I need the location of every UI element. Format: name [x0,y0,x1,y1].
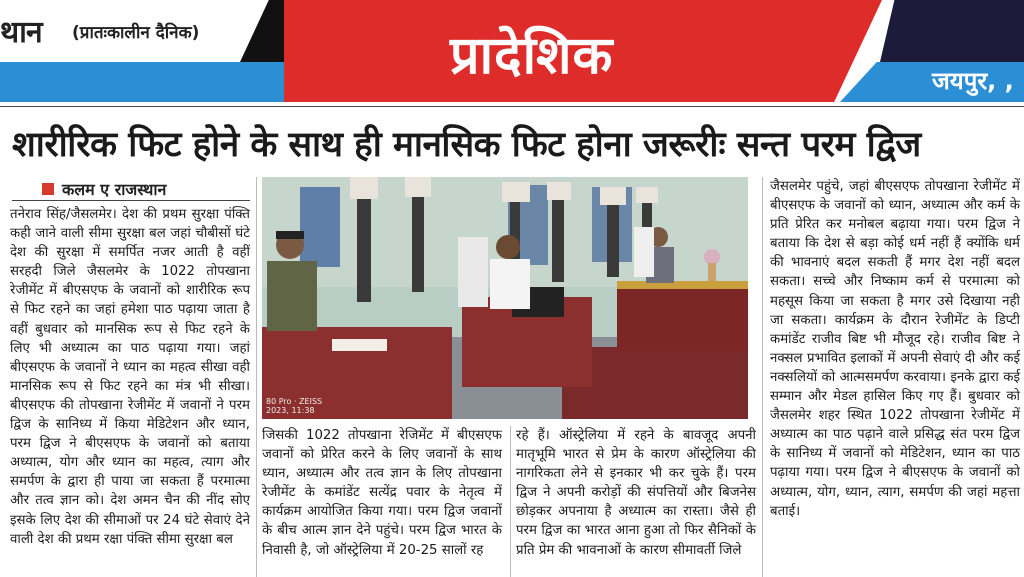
column-divider [510,426,511,577]
article-column-4: जैसलमेर पहुंचे, जहां बीएसएफ तोपखाना रेजीमेंट में बीएसएफ के जवानों को ध्यान, अध्यात्म और कर्म के प्रति प्रेरित कर मनोबल बढ़ाया गया। परम द्विज ने बताया कि देश से बड़ा कोई धर्म नहीं हैं क्योंकि धर्म की भावनाएं बदल सकती हैं मगर देश नहीं बदल सकता। सच्चे और निष्काम कर्म से परमात्मा को महसूस किया जा सकता है मगर उसे दिखाया नही जा सकता। कार्यक्रम के दौरान रेजीमेंट के डिप्टी कमांडेंट राजीव बिष्ट भी मौजूद रहे। राजीव बिष्ट ने नक्सल प्रभावित इलाकों में अपनी सेवाएं दी और कई नक्सलियों को आत्मसमर्पण करवाया। इनके द्वारा कई सम्मान और मेडल हासिल किए गए हैं। बुधवार को जैसलमेर शहर स्थित 1022 तोपखाना रेजीमेंट में अध्यात्म का पाठ पढ़ाने वाले प्रसिद्ध संत परम द्विज के सानिध्य में जवानों को मेडिटेशन, ध्यान का पाठ पढ़ाया गया। परम द्विज ने बीएसएफ के जवानों को अध्यात्म, योग, ध्यान, त्याग, समर्पण की जहां महत्ता बताई। [770,179,1020,519]
blue-band-left [0,62,284,102]
article-column-1: तनेराव सिंह/जैसलमेर। देश की प्रथम सुरक्षा पंक्ति कही जाने वाली सीमा सुरक्षा बल जहां चौबीसों घंटे देश की सुरक्षा में समर्पित नजर आती है वहीं सरहदी जिले जैसलमेर के 1022 तोपखाना रेजीमेंट में बीएसएफ के जवानों को शारीरिक रूप से फिट रहने का जहां हमेशा पाठ पढ़ाया जाता है वहीं बुधवार को मानसिक रूप से फिट रहने के लिए भी अध्यात्म का पाठ पढ़ाया गया। जहां बीएसएफ के जवानों ने ध्यान का महत्व सीखा वही मानसिक रूप से फिट रहने का मंत्र भी सीखा। बीएसएफ की तोपखाना रेजीमेंट में जवानों ने परम द्विज के सानिध्य में किया मेडिटेशन और ध्यान, परम द्विज ने बीएसएफ के जवानों को बताया अध्यात्म, योग और ध्यान का महत्व, त्याग और समर्पण के द्वारा ही पाया जा सकता हैं परमात्मा और तत्व ज्ञान को। देश अमन चैन की नींद सोए इसके लिए देश की सीमाओं पर 24 घंटे सेवाएं देने वाली देश की प्रथम रक्षा पंक्ति सीमा सुरक्षा बल [10,207,250,547]
dark-stripe [880,0,1024,62]
newspaper-tagline: (प्रातःकालीन दैनिक) [72,23,200,43]
photo-illustration [262,177,748,419]
newspaper-name: थान [0,15,42,50]
article-column-2: जिसकी 1022 तोपखाना रेजिमेंट में बीएसएफ जवानों को प्रेरित करने के लिए जवानों के साथ ध्यान, अध्यात्म और तत्व ज्ञान के लिए तोपखाना रेजीमेंट के कमांडेंट सत्येंद्र पवार के नेतृत्व में कार्यक्रम आयोजित किया गया। परम द्विज जवानों के बीच आत्म ज्ञान देने पहुंचे। परम द्विज भारत के निवासी है, जो ऑस्ट्रेलिया में 20-25 सालों रह [262,428,502,558]
headline-top-rule [0,106,1024,107]
photo-timestamp: 2023, 11:38 [266,406,315,415]
article-column-3: रहे हैं। ऑस्ट्रेलिया में रहने के बावजूद अपनी मातृभूमि भारत से प्रेम के कारण ऑस्ट्रेलिया की नागरिकता लेने से इनकार भी कर चुके हैं। परम द्विज ने अपनी करोड़ों की संपत्तियों और बिजनेस छोड़कर अपनाया है अध्यात्म का रास्ता। जैसे ही परम द्विज का भारत आना हुआ तो फिर सैनिकों के प्रति प्रेम की भावनाओं के कारण सीमावर्ती जिले [516,428,756,558]
photo-camera-stamp [266,397,322,415]
section-title: प्रादेशिक [450,25,614,86]
byline-marker [42,183,54,195]
article-headline: शारीरिक फिट होने के साथ ही मानसिक फिट होना जरूरीः सन्त परम द्विज [12,124,921,165]
article-photo [262,177,748,419]
byline-rule [12,200,250,201]
city-dateline: जयपुर, , [932,67,1014,95]
article-byline: कलम ए राजस्थान [62,180,167,199]
camera-model: 80 Pro · ZEISS [266,397,323,406]
column-divider [762,177,763,577]
column-divider [256,177,257,577]
